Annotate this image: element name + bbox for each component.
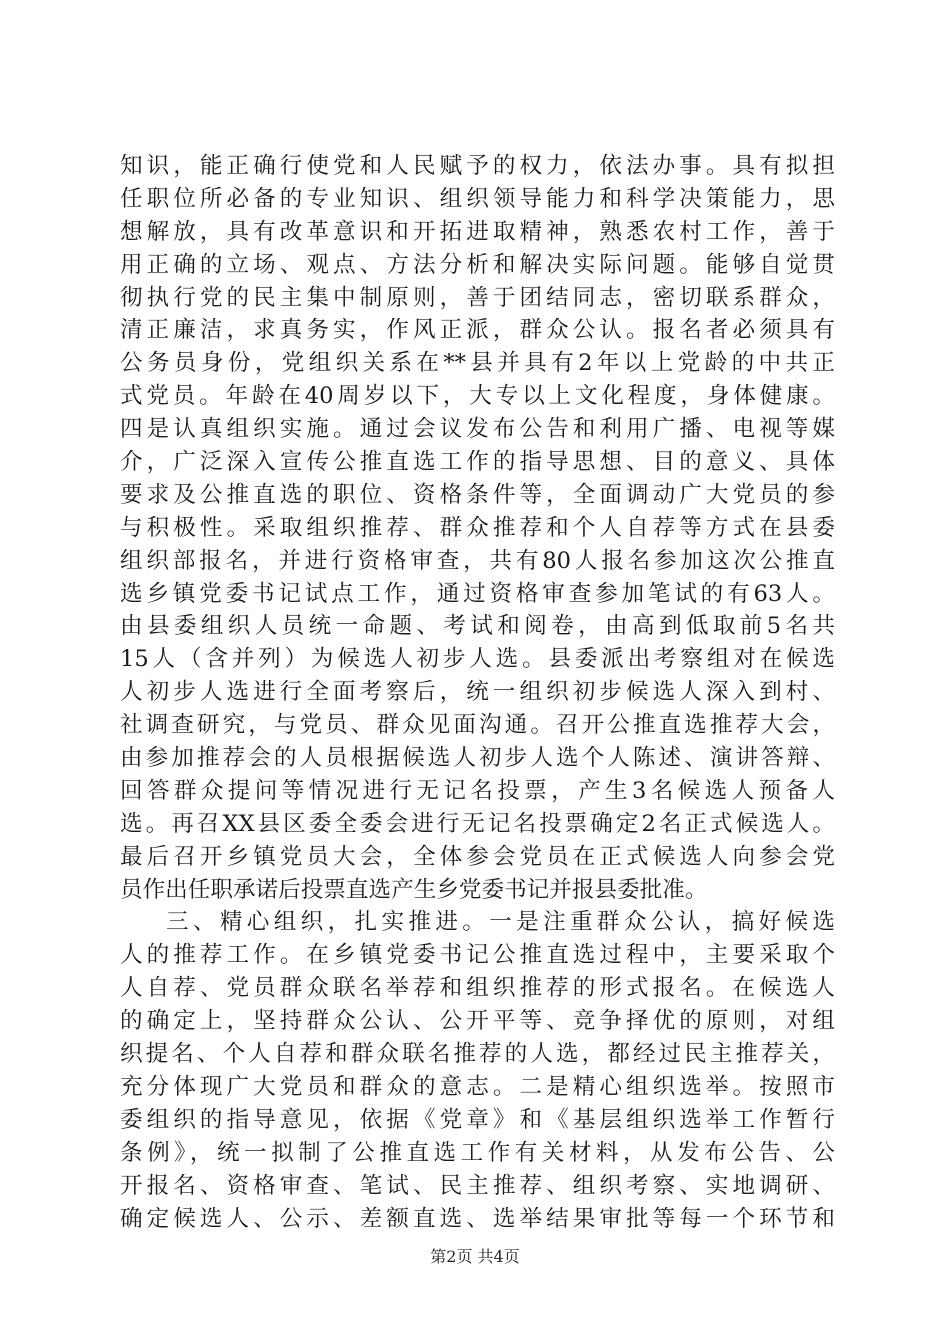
- text-line-7: 公务员身份，党组织关系在**县并具有2年以上党龄的中共正: [120, 350, 835, 377]
- text-line-19: 由参加推荐会的人员根据候选人初步人选个人陈述、演讲答辩、: [120, 745, 835, 772]
- text-line-1: 知识，能正确行使党和人民赋予的权力，依法办事。具有拟担: [120, 153, 835, 179]
- text-line-30: 委组织的指导意见，依据《党章》和《基层组织选举工作暂行: [120, 1106, 835, 1133]
- text-line-9: 四是认真组织实施。通过会议发布公告和利用广播、电视等媒: [120, 416, 835, 443]
- text-line-26: 人自荐、党员群众联名举荐和组织推荐的形式报名。在候选人: [120, 975, 835, 1002]
- text-line-27: 的确定上，坚持群众公认、公开平等、竞争择优的原则，对组: [120, 1008, 835, 1035]
- text-line-22: 最后召开乡镇党员大会，全体参会党员在正式候选人向参会党: [120, 843, 835, 870]
- text-line-31: 条例》，统一拟制了公推直选工作有关材料，从发布公告、公: [120, 1139, 835, 1166]
- text-line-3: 想解放，具有改革意识和开拓进取精神，熟悉农村工作，善于: [120, 218, 835, 245]
- text-line-23: 员作出任职承诺后投票直选产生乡党委书记并报县委批准。: [120, 876, 708, 903]
- text-line-13: 组织部报名，并进行资格审查，共有80人报名参加这次公推直: [120, 547, 835, 574]
- text-line-28: 织提名、个人自荐和群众联名推荐的人选，都经过民主推荐关，: [120, 1041, 835, 1068]
- text-line-29: 充分体现广大党员和群众的意志。二是精心组织选举。按照市: [120, 1073, 835, 1100]
- body-text: [120, 150, 835, 1235]
- text-line-5: 彻执行党的民主集中制原则，善于团结同志，密切联系群众，: [120, 284, 835, 311]
- text-line-12: 与积极性。采取组织推荐、群众推荐和个人自荐等方式在县委: [120, 514, 835, 541]
- text-line-21: 选。再召XX县区委全委会进行无记名投票确定2名正式候选人。: [120, 810, 835, 837]
- text-line-11: 要求及公推直选的职位、资格条件等，全面调动广大党员的参: [120, 481, 835, 508]
- text-line-2: 任职位所必备的专业知识、组织领导能力和科学决策能力，思: [120, 185, 835, 212]
- text-line-6: 清正廉洁，求真务实，作风正派，群众公认。报名者必须具有: [120, 317, 835, 344]
- paragraph-start-line: 三、精心组织，扎实推进。一是注重群众公认，搞好候选: [166, 909, 835, 936]
- text-line-4: 用正确的立场、观点、方法分析和解决实际问题。能够自觉贯: [120, 251, 835, 278]
- text-line-33: 确定候选人、公示、差额直选、选举结果审批等每一个环节和: [120, 1205, 835, 1232]
- text-line-25: 人的推荐工作。在乡镇党委书记公推直选过程中，主要采取个: [120, 942, 835, 969]
- text-line-20: 回答群众提问等情况进行无记名投票，产生3名候选人预备人: [120, 777, 835, 804]
- text-line-16: 15人（含并列）为候选人初步人选。县委派出考察组对在候选: [120, 646, 835, 673]
- page-number-footer: 第2页 共4页: [430, 1247, 520, 1266]
- text-line-32: 开报名、资格审查、笔试、民主推荐、组织考察、实地调研、: [120, 1172, 835, 1199]
- text-line-14: 选乡镇党委书记试点工作，通过资格审查参加笔试的有63人。: [120, 580, 835, 607]
- text-line-8: 式党员。年龄在40周岁以下，大专以上文化程度，身体健康。: [120, 383, 835, 410]
- text-line-15: 由县委组织人员统一命题、考试和阅卷，由高到低取前5名共: [120, 613, 835, 640]
- text-line-17: 人初步人选进行全面考察后，统一组织初步候选人深入到村、: [120, 679, 835, 706]
- text-line-10: 介，广泛深入宣传公推直选工作的指导思想、目的意义、具体: [120, 449, 835, 476]
- text-line-18: 社调查研究，与党员、群众见面沟通。召开公推直选推荐大会，: [120, 712, 835, 739]
